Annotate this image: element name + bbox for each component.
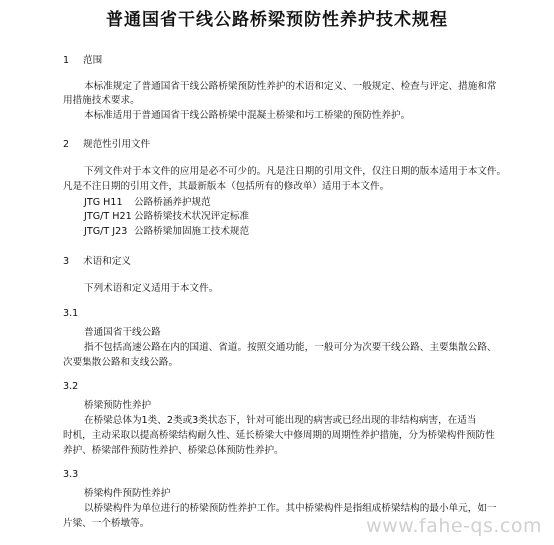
document-title: 普通国省干线公路桥梁预防性养护技术规程 [106,10,448,30]
term-number: 3.1 [63,308,79,319]
reference-code: JTG/T H21 [84,211,132,222]
section-heading-1 [63,55,102,67]
paragraph-line: 时机，主动采取以提高桥梁结构耐久性、延长桥梁大中修周期的周期性养护措施，分为桥梁构件预防性 [63,430,495,441]
section-title: 术语和定义 [83,256,131,267]
reference-name: 公路桥涵养护规范 [134,197,211,208]
reference-item [84,226,249,238]
paragraph-line: 次要集散公路和支线公路。 [63,357,179,368]
reference-item [84,197,211,209]
reference-code: JTG/T J23 [84,226,128,237]
section-heading-2 [63,139,150,151]
paragraph-line: 指不包括高速公路在内的国道、省道。按照交通功能，一般可分为次要干线公路、主要集散公路、 [84,342,497,353]
paragraph-line: 凡是不注日期的引用文件，其最新版本（包括所有的修改单）适用于本文件。 [63,181,390,192]
reference-name: 公路桥梁技术状况评定标准 [134,211,250,222]
paragraph-line: 本标准适用于普通国省干线公路桥梁中混凝土桥梁和圬工桥梁的预防性养护。 [84,110,411,121]
section-number: 3 [63,256,70,267]
reference-name: 公路桥梁加固施工技术规范 [134,226,250,237]
paragraph-line: 以桥梁构件为单位进行的桥梁预防性养护工作。其中桥梁构件是指组成桥梁结构的最小单元，如一 [84,503,497,514]
section-title: 规范性引用文件 [83,139,151,150]
section-title: 范围 [83,55,103,66]
watermark: www.fahe-qs.com [366,515,542,537]
paragraph-line: 本标准规定了普通国省干线公路桥梁预防性养护的术语和定义、一般规定、检查与评定、措施和常 [84,81,497,92]
section-number: 1 [63,55,70,66]
reference-code: JTG H11 [84,197,123,208]
paragraph-line: 用措施技术要求。 [63,95,140,106]
term-number: 3.2 [63,381,79,392]
term-name: 普通国省干线公路 [84,327,161,338]
term-name: 桥梁预防性养护 [84,400,152,411]
section-heading-3 [63,256,131,268]
term-name: 桥梁构件预防性养护 [84,488,171,499]
section-number: 2 [63,139,70,150]
paragraph-line: 片梁、一个桥墩等。 [63,518,150,529]
term-number: 3.3 [63,469,79,480]
paragraph-line: 下列术语和定义适用于本文件。 [84,283,219,294]
reference-item [84,211,249,223]
paragraph-line: 养护、桥梁部件预防性养护、桥梁总体预防性养护。 [63,445,284,456]
paragraph-line: 在桥梁总体为1类、2类或3类状态下，针对可能出现的病害或已经出现的非结构病害，在适当 [84,415,477,426]
paragraph-line: 下列文件对于本文件的应用是必不可少的。凡是注日期的引用文件，仅注日期的版本适用于本文件。 [84,166,507,177]
